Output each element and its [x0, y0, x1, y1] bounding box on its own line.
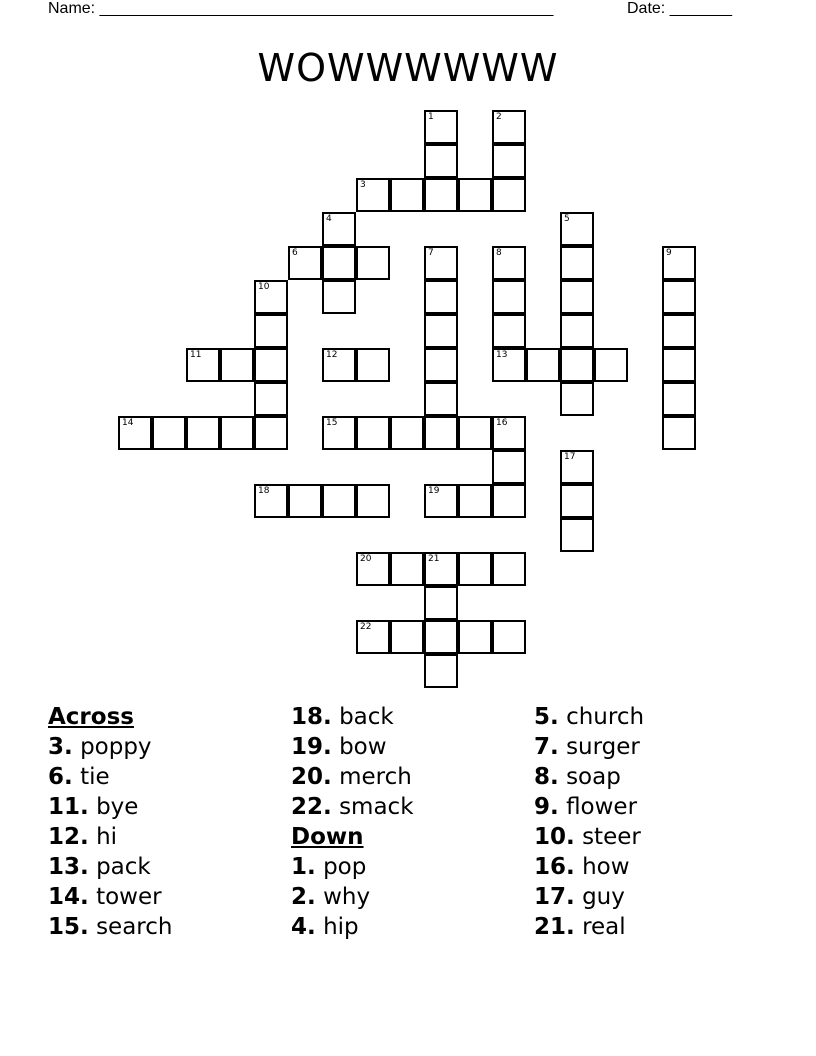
clue-text: pop — [323, 854, 367, 880]
clue-number: 22 — [360, 622, 372, 632]
clue-item — [291, 792, 414, 822]
clue-item — [291, 852, 414, 882]
grid-cell[interactable] — [322, 246, 356, 280]
clue-item — [291, 912, 414, 942]
clue-text: back — [339, 704, 394, 730]
clue-number: 16 — [496, 418, 508, 428]
clue-number: 16. — [534, 854, 575, 880]
grid-cell[interactable] — [288, 246, 322, 280]
grid-cell[interactable] — [492, 280, 526, 314]
grid-cell[interactable] — [560, 484, 594, 518]
clue-number: 5. — [534, 704, 559, 730]
grid-cell[interactable] — [458, 552, 492, 586]
clue-number: 12 — [326, 350, 338, 360]
clue-number: 8. — [534, 764, 559, 790]
grid-cell[interactable] — [424, 586, 458, 620]
clue-item — [48, 852, 172, 882]
grid-cell[interactable] — [288, 484, 322, 518]
grid-cell[interactable] — [424, 144, 458, 178]
grid-cell[interactable] — [458, 620, 492, 654]
clue-column-2 — [291, 702, 414, 942]
name-label: Name: — [48, 0, 96, 17]
clue-text: church — [566, 704, 645, 730]
grid-cell[interactable] — [356, 178, 390, 212]
clue-number: 6. — [48, 764, 73, 790]
clue-item — [534, 702, 644, 732]
clue-number: 12. — [48, 824, 89, 850]
clue-text: how — [582, 854, 630, 880]
grid-cell[interactable] — [424, 246, 458, 280]
clue-number: 13 — [496, 350, 508, 360]
clue-number: 10. — [534, 824, 575, 850]
grid-cell[interactable] — [492, 484, 526, 518]
clue-number: 15. — [48, 914, 89, 940]
grid-cell[interactable] — [560, 450, 594, 484]
grid-cell[interactable] — [492, 450, 526, 484]
grid-cell[interactable] — [254, 314, 288, 348]
clue-column-3 — [534, 702, 644, 942]
clue-text: why — [323, 884, 371, 910]
grid-cell[interactable] — [662, 416, 696, 450]
clue-text: guy — [582, 884, 625, 910]
grid-cell[interactable] — [254, 348, 288, 382]
clue-text: poppy — [80, 734, 152, 760]
clue-number: 2 — [496, 112, 502, 122]
grid-cell[interactable] — [492, 110, 526, 144]
grid-cell[interactable] — [220, 416, 254, 450]
grid-cell[interactable] — [424, 382, 458, 416]
clue-number: 14. — [48, 884, 89, 910]
grid-cell[interactable] — [118, 416, 152, 450]
clue-number: 21. — [534, 914, 575, 940]
grid-cell[interactable] — [424, 314, 458, 348]
grid-cell[interactable] — [560, 348, 594, 382]
clue-text: bow — [339, 734, 387, 760]
grid-cell[interactable] — [186, 416, 220, 450]
grid-cell[interactable] — [424, 110, 458, 144]
clue-text: hip — [323, 914, 359, 940]
clue-item — [48, 882, 172, 912]
clue-item — [48, 792, 172, 822]
clue-item — [291, 702, 414, 732]
clue-number: 19. — [291, 734, 332, 760]
grid-cell[interactable] — [662, 382, 696, 416]
grid-cell[interactable] — [356, 484, 390, 518]
grid-cell[interactable] — [322, 348, 356, 382]
grid-cell[interactable] — [186, 348, 220, 382]
clue-item — [534, 762, 644, 792]
clue-number: 4. — [291, 914, 316, 940]
grid-cell[interactable] — [492, 246, 526, 280]
clue-text: surger — [566, 734, 640, 760]
grid-cell[interactable] — [322, 416, 356, 450]
grid-cell[interactable] — [254, 416, 288, 450]
clue-number: 10 — [258, 282, 270, 292]
grid-cell[interactable] — [424, 348, 458, 382]
clue-item — [534, 822, 644, 852]
clue-number: 18 — [258, 486, 270, 496]
grid-cell[interactable] — [492, 314, 526, 348]
grid-cell[interactable] — [322, 484, 356, 518]
clue-number: 5 — [564, 214, 570, 224]
clue-number: 7 — [428, 248, 434, 258]
grid-cell[interactable] — [662, 348, 696, 382]
grid-cell[interactable] — [254, 484, 288, 518]
clue-number: 3 — [360, 180, 366, 190]
clue-item — [48, 762, 172, 792]
clue-text: smack — [339, 794, 414, 820]
clue-number: 1. — [291, 854, 316, 880]
grid-cell[interactable] — [662, 314, 696, 348]
clue-item — [534, 732, 644, 762]
clue-text: search — [96, 914, 173, 940]
clue-number: 20 — [360, 554, 372, 564]
clue-item — [291, 762, 414, 792]
grid-cell[interactable] — [322, 212, 356, 246]
grid-cell[interactable] — [424, 416, 458, 450]
clue-item — [291, 732, 414, 762]
grid-cell[interactable] — [356, 246, 390, 280]
clue-number: 22. — [291, 794, 332, 820]
clue-item — [291, 882, 414, 912]
clue-text: hi — [96, 824, 118, 850]
puzzle-title: WOWWWWWW — [257, 46, 559, 90]
grid-cell[interactable] — [390, 620, 424, 654]
grid-cell[interactable] — [560, 314, 594, 348]
clue-text: soap — [566, 764, 621, 790]
clue-number: 6 — [292, 248, 298, 258]
grid-cell[interactable] — [526, 348, 560, 382]
clue-item — [534, 912, 644, 942]
clue-text: tower — [96, 884, 162, 910]
clue-item — [48, 732, 172, 762]
date-line: _______ — [669, 0, 732, 17]
clue-column-1 — [48, 702, 172, 942]
clue-number: 9 — [666, 248, 672, 258]
clue-item — [534, 792, 644, 822]
grid-cell[interactable] — [390, 178, 424, 212]
grid-cell[interactable] — [560, 382, 594, 416]
clue-item — [48, 822, 172, 852]
clue-number: 8 — [496, 248, 502, 258]
grid-cell[interactable] — [254, 382, 288, 416]
clue-section-heading: Down — [291, 824, 364, 850]
clue-item — [534, 882, 644, 912]
clue-number: 3. — [48, 734, 73, 760]
date-label: Date: — [627, 0, 666, 17]
clue-number: 20. — [291, 764, 332, 790]
grid-cell[interactable] — [390, 416, 424, 450]
grid-cell[interactable] — [492, 552, 526, 586]
clue-number: 17. — [534, 884, 575, 910]
clue-section-heading: Across — [48, 704, 134, 730]
grid-cell[interactable] — [560, 518, 594, 552]
clue-text: pack — [96, 854, 151, 880]
grid-cell[interactable] — [594, 348, 628, 382]
clue-number: 11. — [48, 794, 89, 820]
clue-number: 11 — [190, 350, 202, 360]
grid-cell[interactable] — [356, 552, 390, 586]
clue-text: bye — [96, 794, 139, 820]
clue-number: 17 — [564, 452, 576, 462]
grid-cell[interactable] — [424, 552, 458, 586]
grid-cell[interactable] — [492, 620, 526, 654]
grid-cell[interactable] — [390, 552, 424, 586]
grid-cell[interactable] — [322, 280, 356, 314]
clue-number: 4 — [326, 214, 332, 224]
grid-cell[interactable] — [254, 280, 288, 314]
grid-cell[interactable] — [220, 348, 254, 382]
grid-cell[interactable] — [458, 416, 492, 450]
clue-number: 9. — [534, 794, 559, 820]
clue-number: 15 — [326, 418, 338, 428]
grid-cell[interactable] — [356, 620, 390, 654]
grid-cell[interactable] — [424, 178, 458, 212]
clue-text: merch — [339, 764, 412, 790]
clue-text: real — [582, 914, 626, 940]
grid-cell[interactable] — [492, 178, 526, 212]
grid-cell[interactable] — [560, 212, 594, 246]
grid-cell[interactable] — [356, 416, 390, 450]
grid-cell[interactable] — [356, 348, 390, 382]
clue-text: flower — [566, 794, 638, 820]
clue-item — [534, 852, 644, 882]
clue-number: 13. — [48, 854, 89, 880]
grid-cell[interactable] — [152, 416, 186, 450]
name-line: ___________________________________________________ — [99, 0, 554, 17]
grid-cell[interactable] — [662, 280, 696, 314]
clue-number: 19 — [428, 486, 440, 496]
grid-cell[interactable] — [492, 348, 526, 382]
clue-text: tie — [80, 764, 110, 790]
grid-cell[interactable] — [458, 178, 492, 212]
clue-number: 2. — [291, 884, 316, 910]
clue-text: steer — [582, 824, 641, 850]
grid-cell[interactable] — [492, 144, 526, 178]
grid-cell[interactable] — [560, 280, 594, 314]
clue-number: 14 — [122, 418, 134, 428]
clue-item — [48, 912, 172, 942]
clue-number: 18. — [291, 704, 332, 730]
clue-number: 21 — [428, 554, 440, 564]
grid-cell[interactable] — [560, 246, 594, 280]
grid-cell[interactable] — [424, 620, 458, 654]
grid-cell[interactable] — [458, 484, 492, 518]
grid-cell[interactable] — [424, 280, 458, 314]
clue-number: 7. — [534, 734, 559, 760]
grid-cell[interactable] — [492, 416, 526, 450]
clue-number: 1 — [428, 112, 434, 122]
grid-cell[interactable] — [662, 246, 696, 280]
grid-cell[interactable] — [424, 484, 458, 518]
grid-cell[interactable] — [424, 654, 458, 688]
